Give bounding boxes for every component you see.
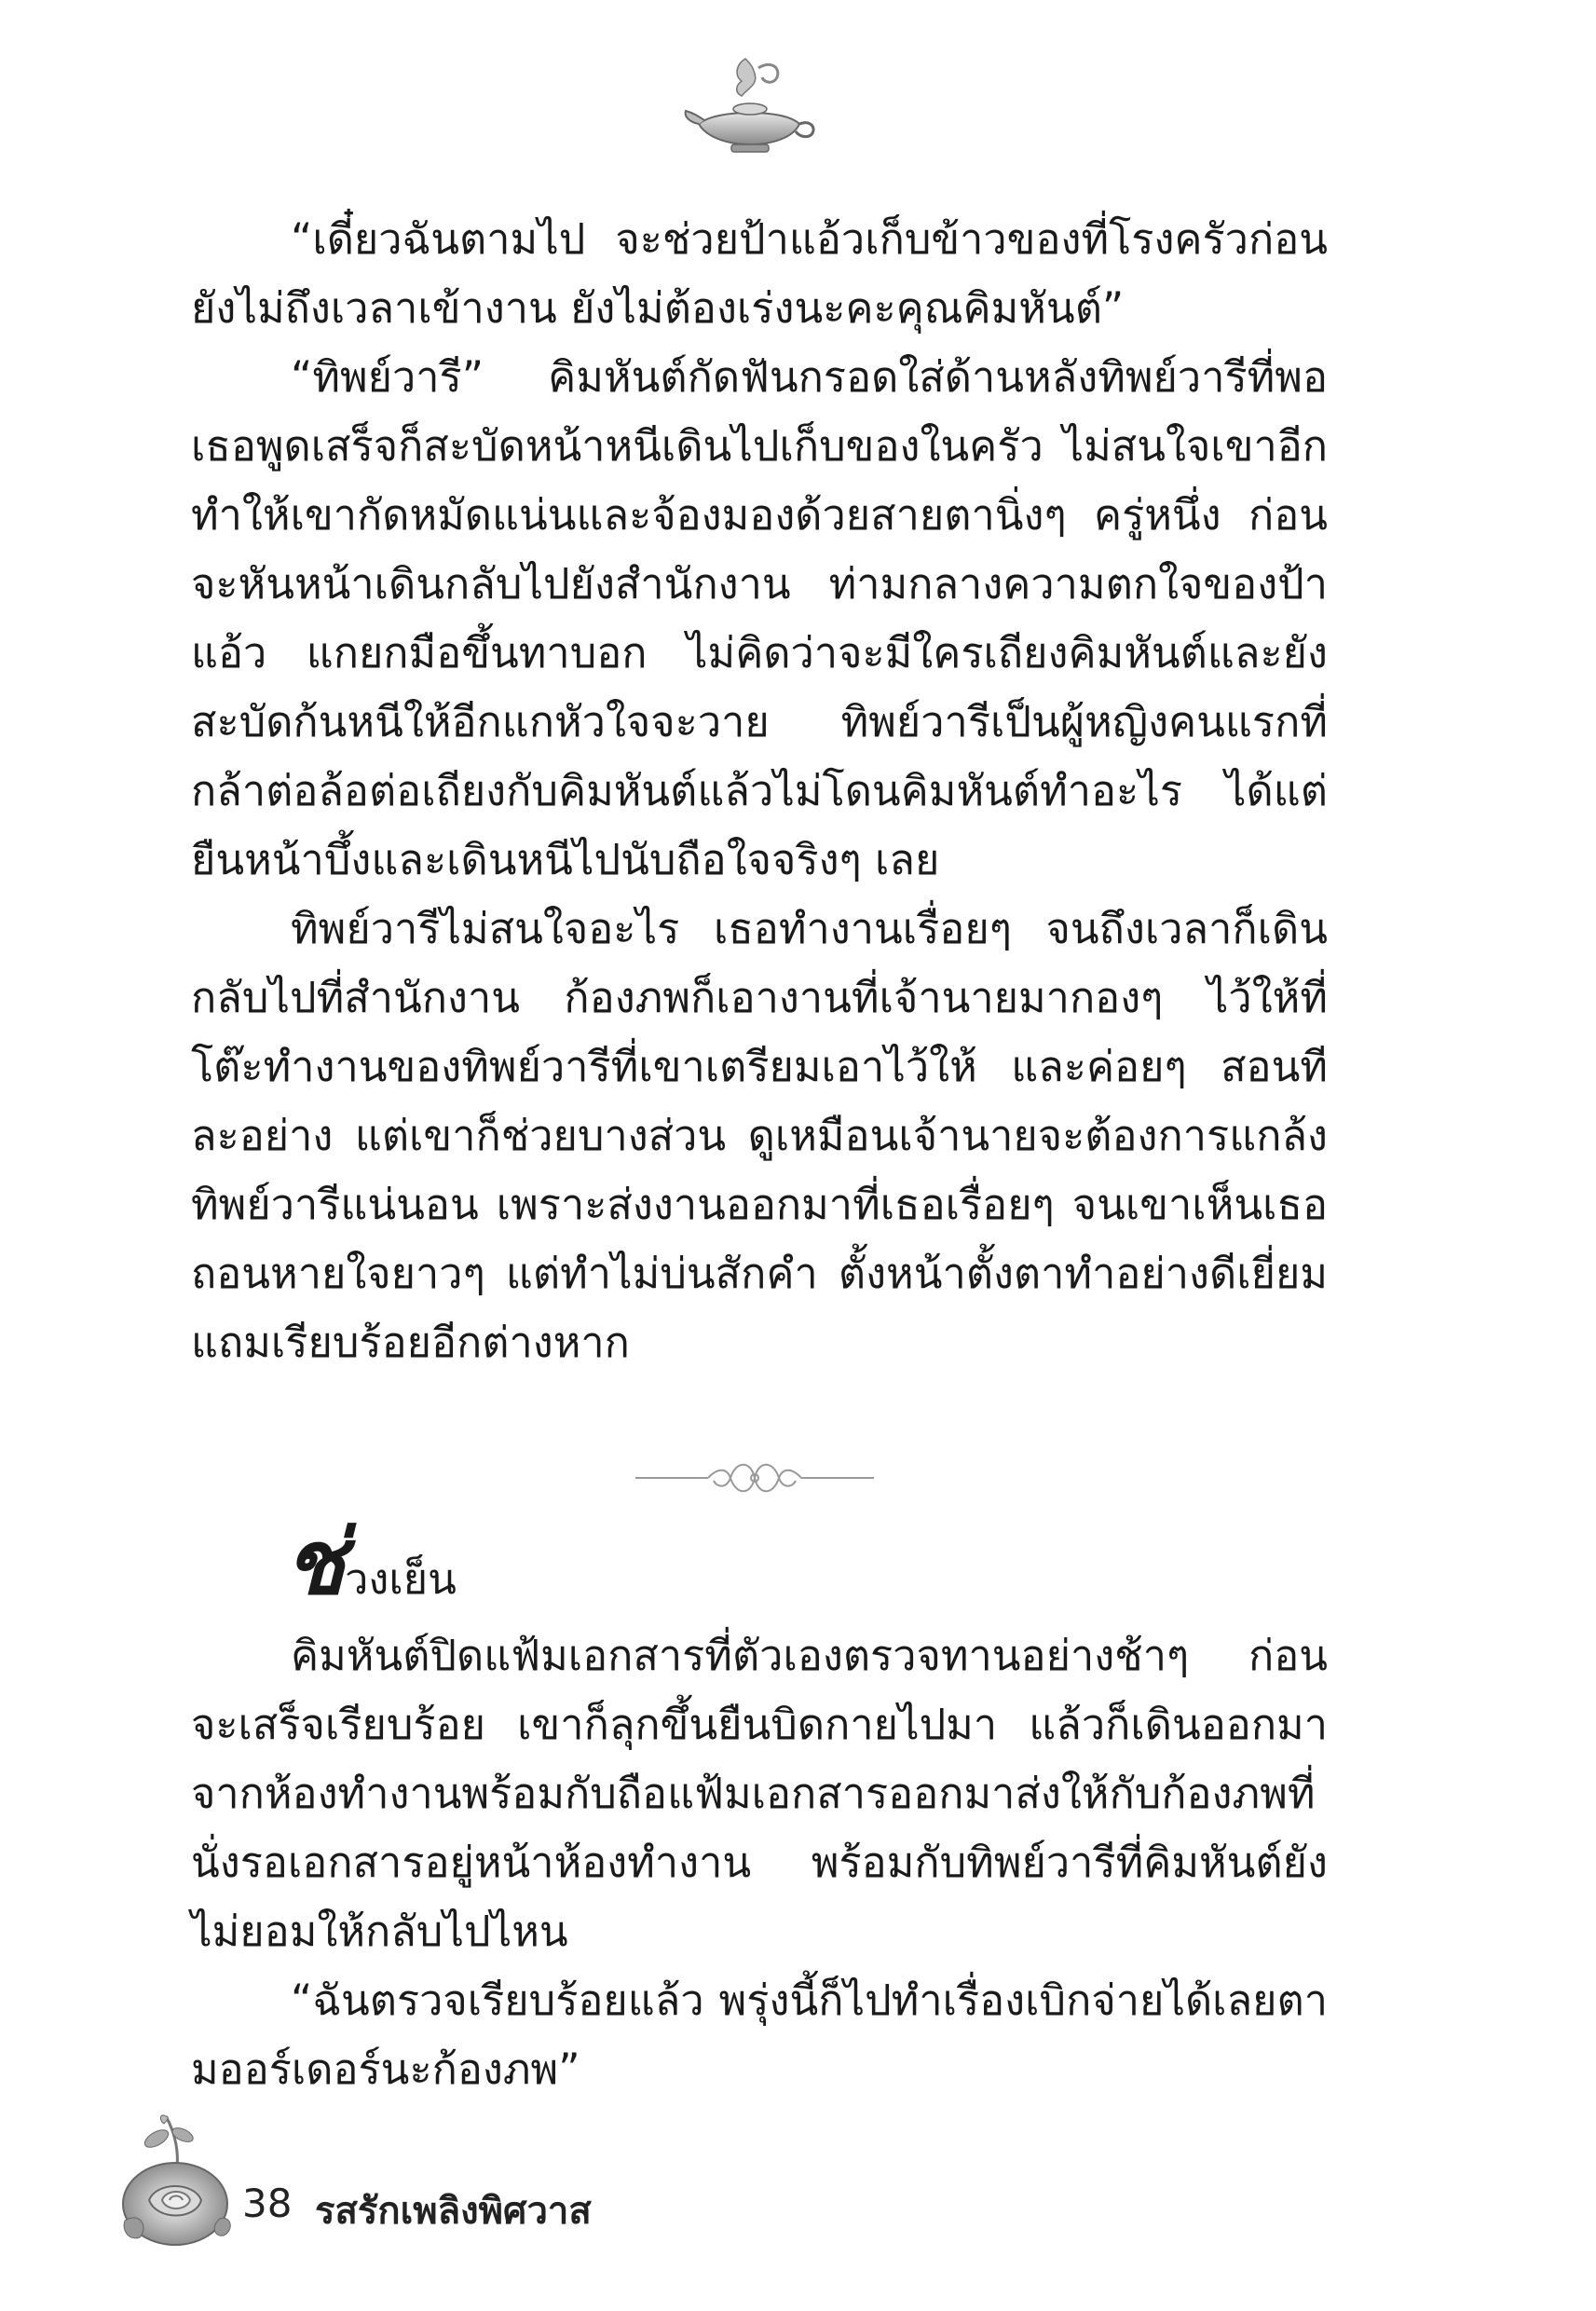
page-number: 38 [242,2181,293,2226]
flourish-divider-icon [634,1449,876,1507]
story-text [191,205,1328,1377]
paragraph: “ทิพย์วารี” คิมหันต์กัดฟันกรอดใส่ด้านหลังทิพย์วารีที่พอเธอพูดเสร็จก็สะบัดหน้าหนีเดินไปเก็บของในครัว ไม่สนใจเขาอีก ทำให้เขากัดหมัดแน่นและจ้องมองด้วยสายตานิ่งๆ ครู่หนึ่ง ก่อนจะหันหน้าเดินกลับไปยังสำนักงาน ท่ามกลางความตกใจของป้าแอ้ว แกยกมือขึ้นทาบอก ไม่คิดว่าจะมีใครเถียงคิมหันต์และยังสะบัดก้นหนีให้อีกแกหัวใจจะวาย ทิพย์วารีเป็นผู้หญิงคนแรกที่กล้าต่อล้อต่อเถียงกับคิมหันต์แล้วไม่โดนคิมหันต์ทำอะไร ได้แต่ยืนหน้าบึ้งและเดินหนีไปนับถือใจจริงๆ เลย [191,352,1328,884]
paragraph: ทิพย์วารีไม่สนใจอะไร เธอทำงานเรื่อยๆ จนถึงเวลาก็เดินกลับไปที่สำนักงาน ก้องภพก็เอางานที่เจ้านายมากองๆ ไว้ให้ที่โต๊ะทำงานของทิพย์วารีที่เขาเตรียมเอาไว้ให้ และค่อยๆ สอนทีละอย่าง แต่เขาก็ช่วยบางส่วน ดูเหมือนเจ้านายจะต้องการแกล้งทิพย์วารีแน่นอน เพราะส่งงานออกมาที่เธอเรื่อยๆ จนเขาเห็นเธอถอนหายใจยาวๆ แต่ทำไม่บ่นสักคำ ตั้งหน้าตั้งตาทำอย่างดีเยี่ยม แถมเรียบร้อยอีกต่างหาก [191,904,1328,1367]
heading-rest: วงเย็น [345,1554,457,1604]
rose-icon [112,2111,238,2250]
section-heading [284,1510,457,1615]
page-footer [112,2111,764,2250]
paragraph: “เดี๋ยวฉันตามไป จะช่วยป้าแอ้วเก็บข้าวของที่โรงครัวก่อน ยังไม่ถึงเวลาเข้างาน ยังไม่ต้องเร่งนะคะคุณคิมหันต์” [191,214,1328,333]
genie-lamp-icon [680,51,820,163]
book-title: รสรักเพลิงพิศวาส [315,2190,592,2233]
paragraph: คิมหันต์ปิดแฟ้มเอกสารที่ตัวเองตรวจทานอย่างช้าๆ ก่อนจะเสร็จเรียบร้อย เขาก็ลุกขึ้นยืนบิดกายไปมา แล้วก็เดินออกมาจากห้องทำงานพร้อมกับถือแฟ้มเอกสารออกมาส่งให้กับก้องภพที่นั่งรอเอกสารอยู่หน้าห้องทำงาน พร้อมกับทิพย์วารีที่คิมหันต์ยังไม่ยอมให้กลับไปไหน [191,1631,1328,1956]
heading-initial: ช่ [284,1510,346,1615]
paragraph: “ฉันตรวจเรียบร้อยแล้ว พรุ่งนี้ก็ไปทำเรื่องเบิกจ่ายได้เลยตามออร์เดอร์นะก้องภพ” [191,1976,1328,2094]
section-text [191,1621,1328,2104]
